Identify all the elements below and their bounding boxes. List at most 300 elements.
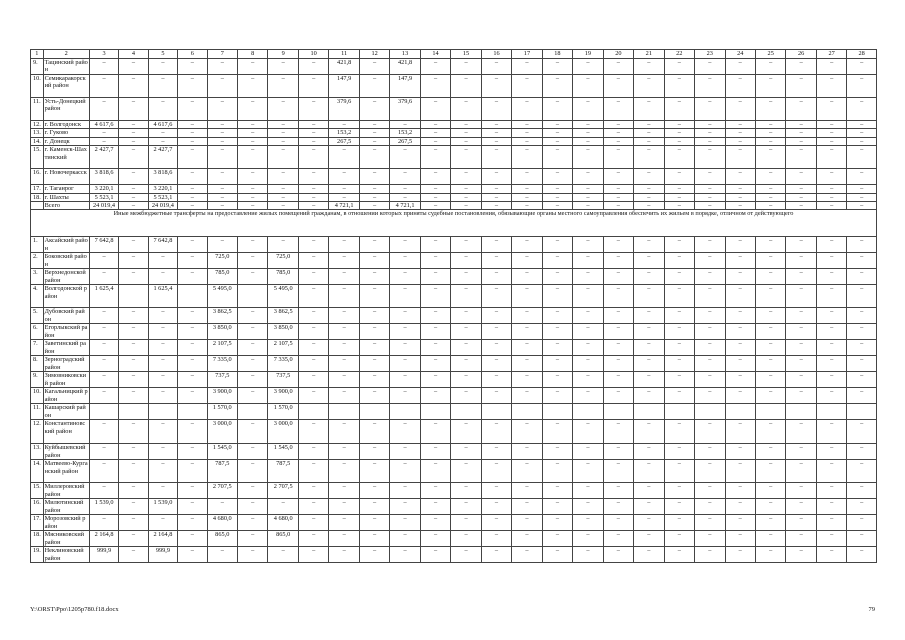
value-cell: – [664, 75, 694, 98]
value-cell: – [148, 515, 177, 531]
value-cell: – [664, 59, 694, 75]
value-cell: – [542, 531, 572, 547]
value-cell: 379,6 [329, 98, 359, 121]
value-cell: – [329, 340, 359, 356]
value-cell: – [542, 356, 572, 372]
value-cell: – [755, 269, 785, 285]
municipality-name: Тацинский район [44, 59, 88, 74]
section-title: Иные межбюджетные трансферты на предоставление жилых помещений гражданам, в отношении которых приняты судебные постановления, обязывающие органы местного самоуправления обеспечить их жильем в порядке, отличном от действующего [31, 210, 877, 237]
header-row [31, 50, 877, 59]
value-cell: – [451, 340, 481, 356]
value-cell: – [268, 237, 298, 253]
document-page [30, 49, 877, 563]
value-cell [573, 404, 603, 420]
value-cell: – [207, 75, 237, 98]
value-cell: – [268, 185, 298, 193]
value-cell: – [573, 98, 603, 121]
value-cell: 2 707,5 [207, 483, 237, 499]
value-cell: – [390, 460, 420, 483]
value-cell: – [847, 372, 877, 388]
value-cell: – [847, 483, 877, 499]
value-cell: – [664, 388, 694, 404]
value-cell: – [847, 146, 877, 169]
value-cell: – [664, 202, 694, 210]
budget-table [30, 49, 877, 563]
value-cell: – [451, 185, 481, 193]
value-cell: – [329, 121, 359, 129]
value-cell: – [634, 531, 664, 547]
value-cell: – [603, 237, 633, 253]
value-cell: – [420, 59, 450, 75]
value-cell [542, 404, 572, 420]
value-cell: – [420, 285, 450, 308]
value-cell: – [695, 531, 725, 547]
row-number: 4. [31, 285, 44, 308]
value-cell: 999,9 [89, 547, 118, 563]
value-cell: – [329, 269, 359, 285]
value-cell: – [298, 444, 328, 460]
value-cell: – [816, 129, 846, 137]
row-number: 16. [31, 499, 44, 515]
value-cell: – [695, 269, 725, 285]
value-cell: – [359, 356, 389, 372]
value-cell: – [512, 444, 542, 460]
municipality-name: г. Гуково [43, 129, 89, 137]
value-cell: – [178, 499, 207, 515]
table-row [31, 269, 877, 285]
value-cell: – [298, 193, 328, 201]
value-cell: – [512, 356, 542, 372]
value-cell: – [178, 137, 207, 145]
value-cell: – [420, 237, 450, 253]
value-cell: – [542, 420, 572, 444]
value-cell: 737,5 [207, 372, 237, 388]
value-cell: – [664, 253, 694, 269]
row-number: 15. [31, 146, 44, 169]
value-cell: – [420, 253, 450, 269]
value-cell: 865,0 [207, 531, 237, 547]
value-cell: 4 680,0 [268, 515, 298, 531]
value-cell: – [786, 308, 816, 324]
value-cell: – [329, 388, 359, 404]
value-cell: 3 818,6 [89, 169, 118, 185]
value-cell: – [695, 129, 725, 137]
value-cell: – [89, 356, 118, 372]
value-cell: – [119, 460, 148, 483]
value-cell: – [329, 308, 359, 324]
value-cell: – [725, 444, 755, 460]
value-cell: 785,0 [268, 269, 298, 285]
value-cell: – [695, 121, 725, 129]
value-cell: – [512, 515, 542, 531]
value-cell: – [725, 121, 755, 129]
value-cell: – [119, 169, 148, 185]
value-cell: – [542, 193, 572, 201]
value-cell: – [603, 185, 633, 193]
value-cell: – [786, 193, 816, 201]
value-cell: – [786, 59, 816, 75]
municipality-name: Зимовниковский район [43, 372, 89, 388]
row-number: 18. [31, 531, 44, 547]
value-cell: – [390, 269, 420, 285]
value-cell: – [786, 515, 816, 531]
value-cell: 3 850,0 [207, 324, 237, 340]
value-cell: – [542, 372, 572, 388]
table-row [31, 515, 877, 531]
value-cell: – [359, 372, 389, 388]
value-cell: – [725, 499, 755, 515]
value-cell: – [634, 137, 664, 145]
value-cell: – [603, 324, 633, 340]
value-cell: – [481, 340, 511, 356]
value-cell: – [178, 269, 207, 285]
row-number: 9. [31, 372, 44, 388]
value-cell: – [755, 308, 785, 324]
section-heading-row [31, 210, 877, 237]
value-cell: – [451, 420, 481, 444]
value-cell: – [390, 420, 420, 444]
value-cell: – [847, 98, 877, 121]
municipality-name: Заветинский район [43, 340, 89, 356]
value-cell: – [207, 193, 237, 201]
value-cell: 147,9 [329, 75, 359, 98]
table-row [31, 193, 877, 201]
column-number: 25 [755, 50, 785, 59]
value-cell: – [238, 356, 268, 372]
value-cell: – [207, 202, 237, 210]
value-cell: – [573, 269, 603, 285]
value-cell: – [451, 444, 481, 460]
value-cell: – [119, 121, 148, 129]
value-cell: – [725, 531, 755, 547]
value-cell: – [664, 372, 694, 388]
value-cell: – [359, 531, 389, 547]
value-cell: – [634, 98, 664, 121]
value-cell: – [148, 129, 177, 137]
value-cell: – [725, 185, 755, 193]
row-number: 6. [31, 324, 44, 340]
row-number: 19. [31, 547, 44, 563]
municipality-name: Волгодонской район [43, 285, 89, 308]
value-cell: – [695, 460, 725, 483]
value-cell: – [390, 483, 420, 499]
row-number: 17. [31, 185, 44, 193]
value-cell: – [420, 269, 450, 285]
value-cell: – [542, 121, 572, 129]
column-number: 2 [43, 50, 89, 59]
value-cell: – [119, 146, 148, 169]
value-cell: 1 625,4 [89, 285, 118, 308]
value-cell: – [695, 547, 725, 563]
value-cell: – [542, 388, 572, 404]
value-cell: – [481, 285, 511, 308]
value-cell: – [725, 372, 755, 388]
value-cell: – [238, 98, 268, 121]
value-cell: – [420, 137, 450, 145]
value-cell: – [119, 75, 148, 98]
value-cell: – [847, 388, 877, 404]
value-cell: – [542, 129, 572, 137]
row-number: 13. [31, 129, 44, 137]
row-number: 16. [31, 169, 44, 185]
value-cell: – [178, 547, 207, 563]
value-cell: – [268, 121, 298, 129]
value-cell: – [329, 193, 359, 201]
value-cell: – [359, 483, 389, 499]
value-cell [329, 404, 359, 420]
value-cell: – [573, 169, 603, 185]
table-row [31, 388, 877, 404]
value-cell: – [148, 253, 177, 269]
value-cell: – [603, 340, 633, 356]
value-cell: – [816, 98, 846, 121]
value-cell: – [119, 185, 148, 193]
value-cell: – [420, 460, 450, 483]
value-cell: – [664, 340, 694, 356]
value-cell: – [178, 420, 207, 444]
value-cell: – [119, 202, 148, 210]
value-cell: 3 000,0 [268, 420, 298, 444]
value-cell: – [329, 460, 359, 483]
value-cell: – [238, 146, 268, 169]
value-cell: – [119, 193, 148, 201]
value-cell: – [847, 75, 877, 98]
value-cell: – [148, 388, 177, 404]
value-cell: – [847, 59, 877, 75]
value-cell: – [634, 324, 664, 340]
value-cell: – [512, 129, 542, 137]
value-cell: – [634, 515, 664, 531]
municipality-name: Милютинский район [43, 499, 89, 515]
value-cell: 2 427,7 [148, 146, 177, 169]
table-row [31, 129, 877, 137]
municipality-name: Куйбышевский район [43, 444, 89, 460]
value-cell: – [119, 253, 148, 269]
value-cell: – [573, 285, 603, 308]
value-cell: – [847, 547, 877, 563]
value-cell: 4 721,1 [329, 202, 359, 210]
value-cell: – [695, 388, 725, 404]
value-cell: – [512, 146, 542, 169]
value-cell: – [451, 169, 481, 185]
value-cell: – [847, 460, 877, 483]
value-cell: 153,2 [329, 129, 359, 137]
value-cell: – [178, 372, 207, 388]
value-cell: – [207, 547, 237, 563]
value-cell: – [847, 121, 877, 129]
value-cell: – [359, 121, 389, 129]
table-row [31, 324, 877, 340]
value-cell: – [238, 515, 268, 531]
value-cell: 785,0 [207, 269, 237, 285]
value-cell [119, 285, 148, 308]
value-cell: – [359, 75, 389, 98]
value-cell: 3 000,0 [207, 420, 237, 444]
municipality-name: Семикаракорский район [43, 75, 89, 98]
value-cell: – [725, 269, 755, 285]
value-cell: – [786, 547, 816, 563]
value-cell: – [481, 169, 511, 185]
value-cell: – [603, 547, 633, 563]
value-cell: – [725, 340, 755, 356]
value-cell: – [451, 285, 481, 308]
value-cell: – [298, 75, 328, 98]
value-cell: – [89, 308, 118, 324]
value-cell: – [359, 146, 389, 169]
value-cell [238, 285, 268, 308]
value-cell: – [481, 253, 511, 269]
value-cell: – [786, 75, 816, 98]
value-cell: – [634, 253, 664, 269]
value-cell: 5 495,0 [268, 285, 298, 308]
value-cell: – [634, 388, 664, 404]
value-cell: – [695, 356, 725, 372]
column-number: 3 [89, 50, 118, 59]
value-cell: – [178, 75, 207, 98]
value-cell: – [329, 237, 359, 253]
value-cell: – [725, 193, 755, 201]
value-cell: – [390, 324, 420, 340]
value-cell: – [390, 185, 420, 193]
value-cell: – [359, 269, 389, 285]
value-cell: – [298, 59, 328, 75]
value-cell: – [390, 193, 420, 201]
value-cell: 267,5 [329, 137, 359, 145]
value-cell: – [573, 444, 603, 460]
value-cell: – [695, 483, 725, 499]
value-cell: 3 862,5 [268, 308, 298, 324]
value-cell: – [755, 146, 785, 169]
value-cell: – [298, 169, 328, 185]
value-cell: – [148, 356, 177, 372]
value-cell: – [634, 372, 664, 388]
value-cell: – [298, 356, 328, 372]
value-cell [298, 404, 328, 420]
value-cell: 725,0 [207, 253, 237, 269]
value-cell: – [725, 460, 755, 483]
value-cell: – [451, 237, 481, 253]
value-cell: – [89, 483, 118, 499]
value-cell: – [634, 356, 664, 372]
value-cell: – [298, 202, 328, 210]
value-cell: – [207, 169, 237, 185]
value-cell: 2 164,8 [148, 531, 177, 547]
value-cell: – [512, 372, 542, 388]
value-cell: 1 545,0 [268, 444, 298, 460]
value-cell: 999,9 [148, 547, 177, 563]
value-cell: – [512, 202, 542, 210]
value-cell: – [542, 483, 572, 499]
value-cell: 3 900,0 [207, 388, 237, 404]
value-cell: – [451, 499, 481, 515]
value-cell: – [420, 356, 450, 372]
municipality-name: Зерноградский район [43, 356, 89, 372]
value-cell: – [238, 59, 268, 75]
value-cell: – [725, 324, 755, 340]
value-cell: – [573, 202, 603, 210]
value-cell: 7 642,8 [89, 237, 118, 253]
value-cell: – [573, 253, 603, 269]
value-cell: – [755, 444, 785, 460]
value-cell: – [207, 121, 237, 129]
value-cell: – [329, 185, 359, 193]
value-cell: – [573, 499, 603, 515]
row-number: 8. [31, 356, 44, 372]
column-number: 6 [178, 50, 207, 59]
value-cell: – [238, 169, 268, 185]
value-cell: – [119, 372, 148, 388]
municipality-name: г. Волгодонск [43, 121, 89, 129]
table-row [31, 121, 877, 129]
table-row [31, 169, 877, 185]
value-cell: 5 495,0 [207, 285, 237, 308]
value-cell: 1 539,0 [148, 499, 177, 515]
value-cell: 153,2 [390, 129, 420, 137]
column-number: 19 [573, 50, 603, 59]
value-cell [725, 404, 755, 420]
column-number: 27 [816, 50, 846, 59]
value-cell: – [451, 531, 481, 547]
value-cell: – [573, 75, 603, 98]
value-cell: – [390, 499, 420, 515]
table-row [31, 98, 877, 121]
value-cell: – [847, 253, 877, 269]
value-cell: – [298, 129, 328, 137]
value-cell: – [238, 137, 268, 145]
value-cell: – [451, 137, 481, 145]
value-cell: – [542, 75, 572, 98]
table-row [31, 547, 877, 563]
value-cell: – [725, 146, 755, 169]
value-cell [755, 404, 785, 420]
value-cell: – [390, 308, 420, 324]
value-cell: – [207, 185, 237, 193]
municipality-name: г. Таганрог [43, 185, 89, 193]
value-cell: – [603, 420, 633, 444]
value-cell: – [390, 253, 420, 269]
value-cell: – [298, 460, 328, 483]
value-cell: – [451, 269, 481, 285]
value-cell: – [148, 420, 177, 444]
value-cell: – [119, 129, 148, 137]
column-number: 15 [451, 50, 481, 59]
value-cell: – [664, 324, 694, 340]
value-cell: – [178, 237, 207, 253]
value-cell: – [178, 483, 207, 499]
value-cell: – [816, 169, 846, 185]
value-cell: – [755, 460, 785, 483]
table-row [31, 137, 877, 145]
value-cell: – [786, 137, 816, 145]
municipality-name: Боковский район [43, 253, 89, 269]
value-cell [603, 404, 633, 420]
value-cell: – [847, 499, 877, 515]
table-row [31, 75, 877, 98]
value-cell: 3 818,6 [148, 169, 177, 185]
value-cell: – [847, 129, 877, 137]
value-cell: – [238, 193, 268, 201]
value-cell: 3 900,0 [268, 388, 298, 404]
value-cell: – [634, 420, 664, 444]
value-cell: – [298, 340, 328, 356]
value-cell: – [695, 169, 725, 185]
value-cell: – [119, 237, 148, 253]
value-cell [481, 404, 511, 420]
value-cell: – [573, 483, 603, 499]
value-cell: – [695, 185, 725, 193]
value-cell: – [847, 137, 877, 145]
row-number: 18. [31, 193, 44, 201]
